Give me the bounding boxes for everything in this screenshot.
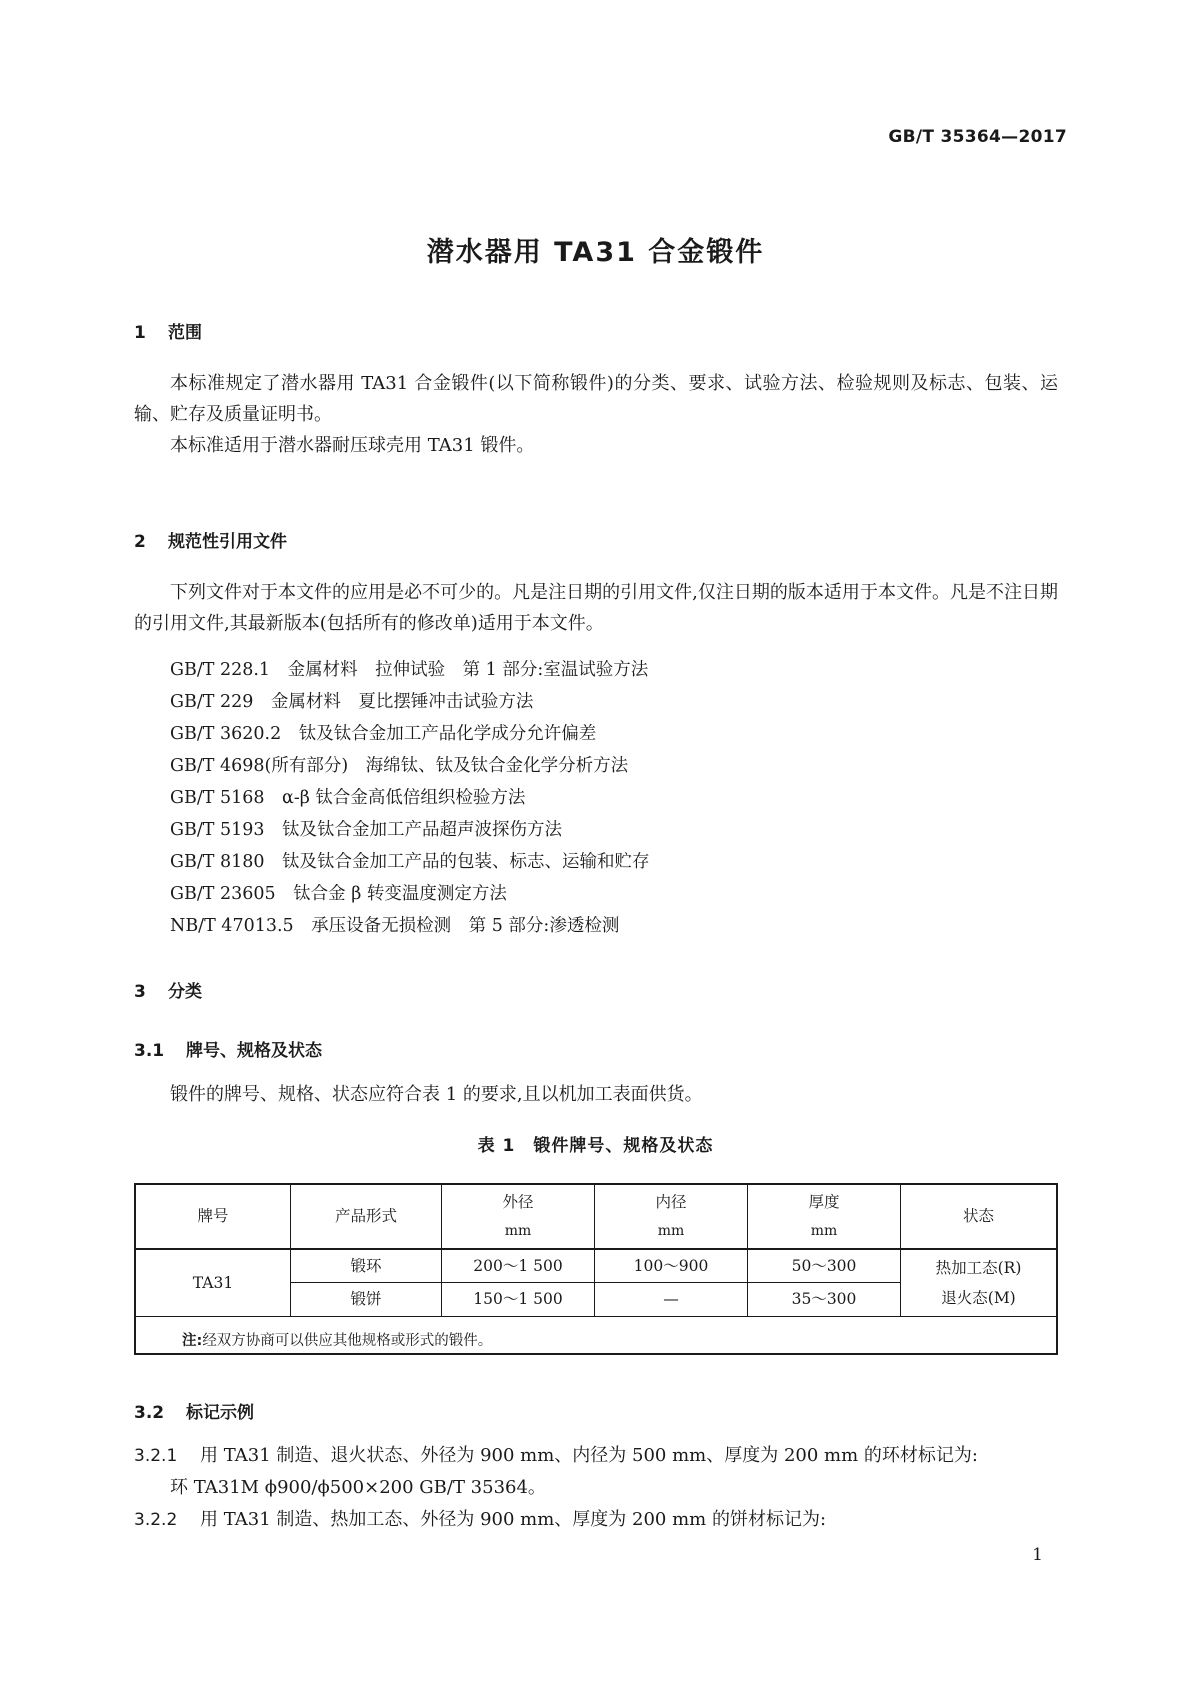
table-caption: 表 1 锻件牌号、规格及状态 (477, 1136, 714, 1156)
reference-item: GB/T 23605 钛合金 β 转变温度测定方法 (170, 884, 507, 904)
header-unit: mm (504, 1222, 532, 1239)
clause-number: 3.2.1 (134, 1446, 178, 1466)
clause-text: 用 TA31 制造、退火状态、外径为 900 mm、内径为 500 mm、厚度为 200 mm 的环材标记为: (200, 1445, 978, 1466)
header-thickness-label: 厚度 (808, 1192, 840, 1211)
header-inner-diameter-label: 内径 (655, 1192, 687, 1211)
page-number: 1 (1032, 1545, 1043, 1565)
section-number: 1 (134, 323, 146, 343)
header-grade-label: 牌号 (197, 1207, 229, 1225)
cell-state (901, 1250, 1056, 1316)
header-unit: mm (657, 1222, 685, 1239)
cell-thickness: 35～300 (791, 1290, 857, 1308)
standard-code: GB/T 35364—2017 (888, 127, 1067, 147)
section-number: 3.1 (134, 1041, 165, 1061)
section-3-1-text: 锻件的牌号、规格、状态应符合表 1 的要求,且以机加工表面供货。 (170, 1084, 703, 1105)
section-number: 3.2 (134, 1403, 165, 1423)
header-state-label: 状态 (962, 1207, 994, 1225)
reference-item: GB/T 5193 钛及钛合金加工产品超声波探伤方法 (170, 820, 563, 840)
clause-number: 3.2.2 (134, 1510, 178, 1530)
table-note-text: 经双方协商可以供应其他规格或形式的锻件。 (202, 1333, 493, 1349)
section-1-heading (134, 318, 202, 343)
cell-outer-diameter: 200～1 500 (473, 1256, 563, 1275)
header-inner-diameter (595, 1185, 747, 1248)
header-thickness (748, 1185, 900, 1248)
section-title: 分类 (168, 982, 202, 1002)
section-3-heading (134, 977, 202, 1002)
section-number: 3 (134, 982, 146, 1002)
cell-inner-diameter: — (663, 1290, 679, 1308)
reference-item: NB/T 47013.5 承压设备无损检测 第 5 部分:渗透检测 (170, 916, 620, 936)
section-title: 牌号、规格及状态 (186, 1041, 322, 1061)
header-grade (136, 1185, 290, 1248)
cell-inner-diameter: 100～900 (633, 1256, 709, 1275)
clause-3-2-1 (134, 1440, 978, 1472)
scope-paragraph-1: 本标准规定了潜水器用 TA31 合金锻件(以下简称锻件)的分类、要求、试验方法、检验规则及标志、包装、运输、贮存及质量证明书。 (134, 373, 1058, 425)
section-3-1-heading (134, 1036, 322, 1061)
header-outer-diameter-label: 外径 (502, 1192, 534, 1211)
reference-item: GB/T 228.1 金属材料 拉伸试验 第 1 部分:室温试验方法 (170, 660, 649, 680)
cell-thickness: 50～300 (791, 1256, 857, 1275)
reference-item: GB/T 4698(所有部分) 海绵钛、钛及钛合金化学分析方法 (170, 756, 629, 776)
grade-value: TA31 (192, 1273, 234, 1292)
cell-form: 锻环 (350, 1256, 382, 1275)
reference-item: GB/T 3620.2 钛及钛合金加工产品化学成分允许偏差 (170, 724, 597, 744)
section-2-heading (134, 527, 287, 552)
header-outer-diameter (442, 1185, 594, 1248)
state-value: 热加工态(R) (935, 1259, 1022, 1277)
section-title: 规范性引用文件 (168, 532, 287, 552)
cell-form: 锻饼 (350, 1290, 382, 1308)
reference-item: GB/T 8180 钛及钛合金加工产品的包装、标志、运输和贮存 (170, 852, 650, 872)
document-title: 潜水器用 TA31 合金锻件 (426, 237, 765, 268)
table-note (182, 1329, 492, 1350)
header-unit: mm (810, 1222, 838, 1239)
reference-item: GB/T 5168 α-β 钛合金高低倍组织检验方法 (170, 788, 526, 808)
table-note-label: 注: (182, 1333, 203, 1349)
clause-text: 用 TA31 制造、热加工态、外径为 900 mm、厚度为 200 mm 的饼材标记为: (200, 1509, 827, 1530)
section-title: 范围 (168, 323, 202, 343)
header-form (291, 1185, 441, 1248)
spec-table (134, 1183, 1058, 1355)
header-form-label: 产品形式 (334, 1207, 397, 1225)
scope-paragraph-2: 本标准适用于潜水器耐压球壳用 TA31 锻件。 (170, 435, 535, 456)
section-3-2-heading (134, 1398, 254, 1423)
cell-grade (136, 1250, 290, 1316)
section-title: 标记示例 (186, 1403, 254, 1423)
section-number: 2 (134, 532, 146, 552)
reference-item: GB/T 229 金属材料 夏比摆锤冲击试验方法 (170, 692, 534, 712)
references-intro: 下列文件对于本文件的应用是必不可少的。凡是注日期的引用文件,仅注日期的版本适用于本文件。凡是不注日期的引用文件,其最新版本(包括所有的修改单)适用于本文件。 (134, 582, 1058, 634)
table-rule (136, 1316, 1056, 1317)
header-state (901, 1185, 1056, 1248)
cell-outer-diameter: 150～1 500 (473, 1290, 563, 1308)
marking-example: 环 TA31M ϕ900/ϕ500×200 GB/T 35364。 (170, 1477, 546, 1498)
clause-3-2-2 (134, 1504, 826, 1536)
state-value: 退火态(M) (941, 1289, 1016, 1307)
